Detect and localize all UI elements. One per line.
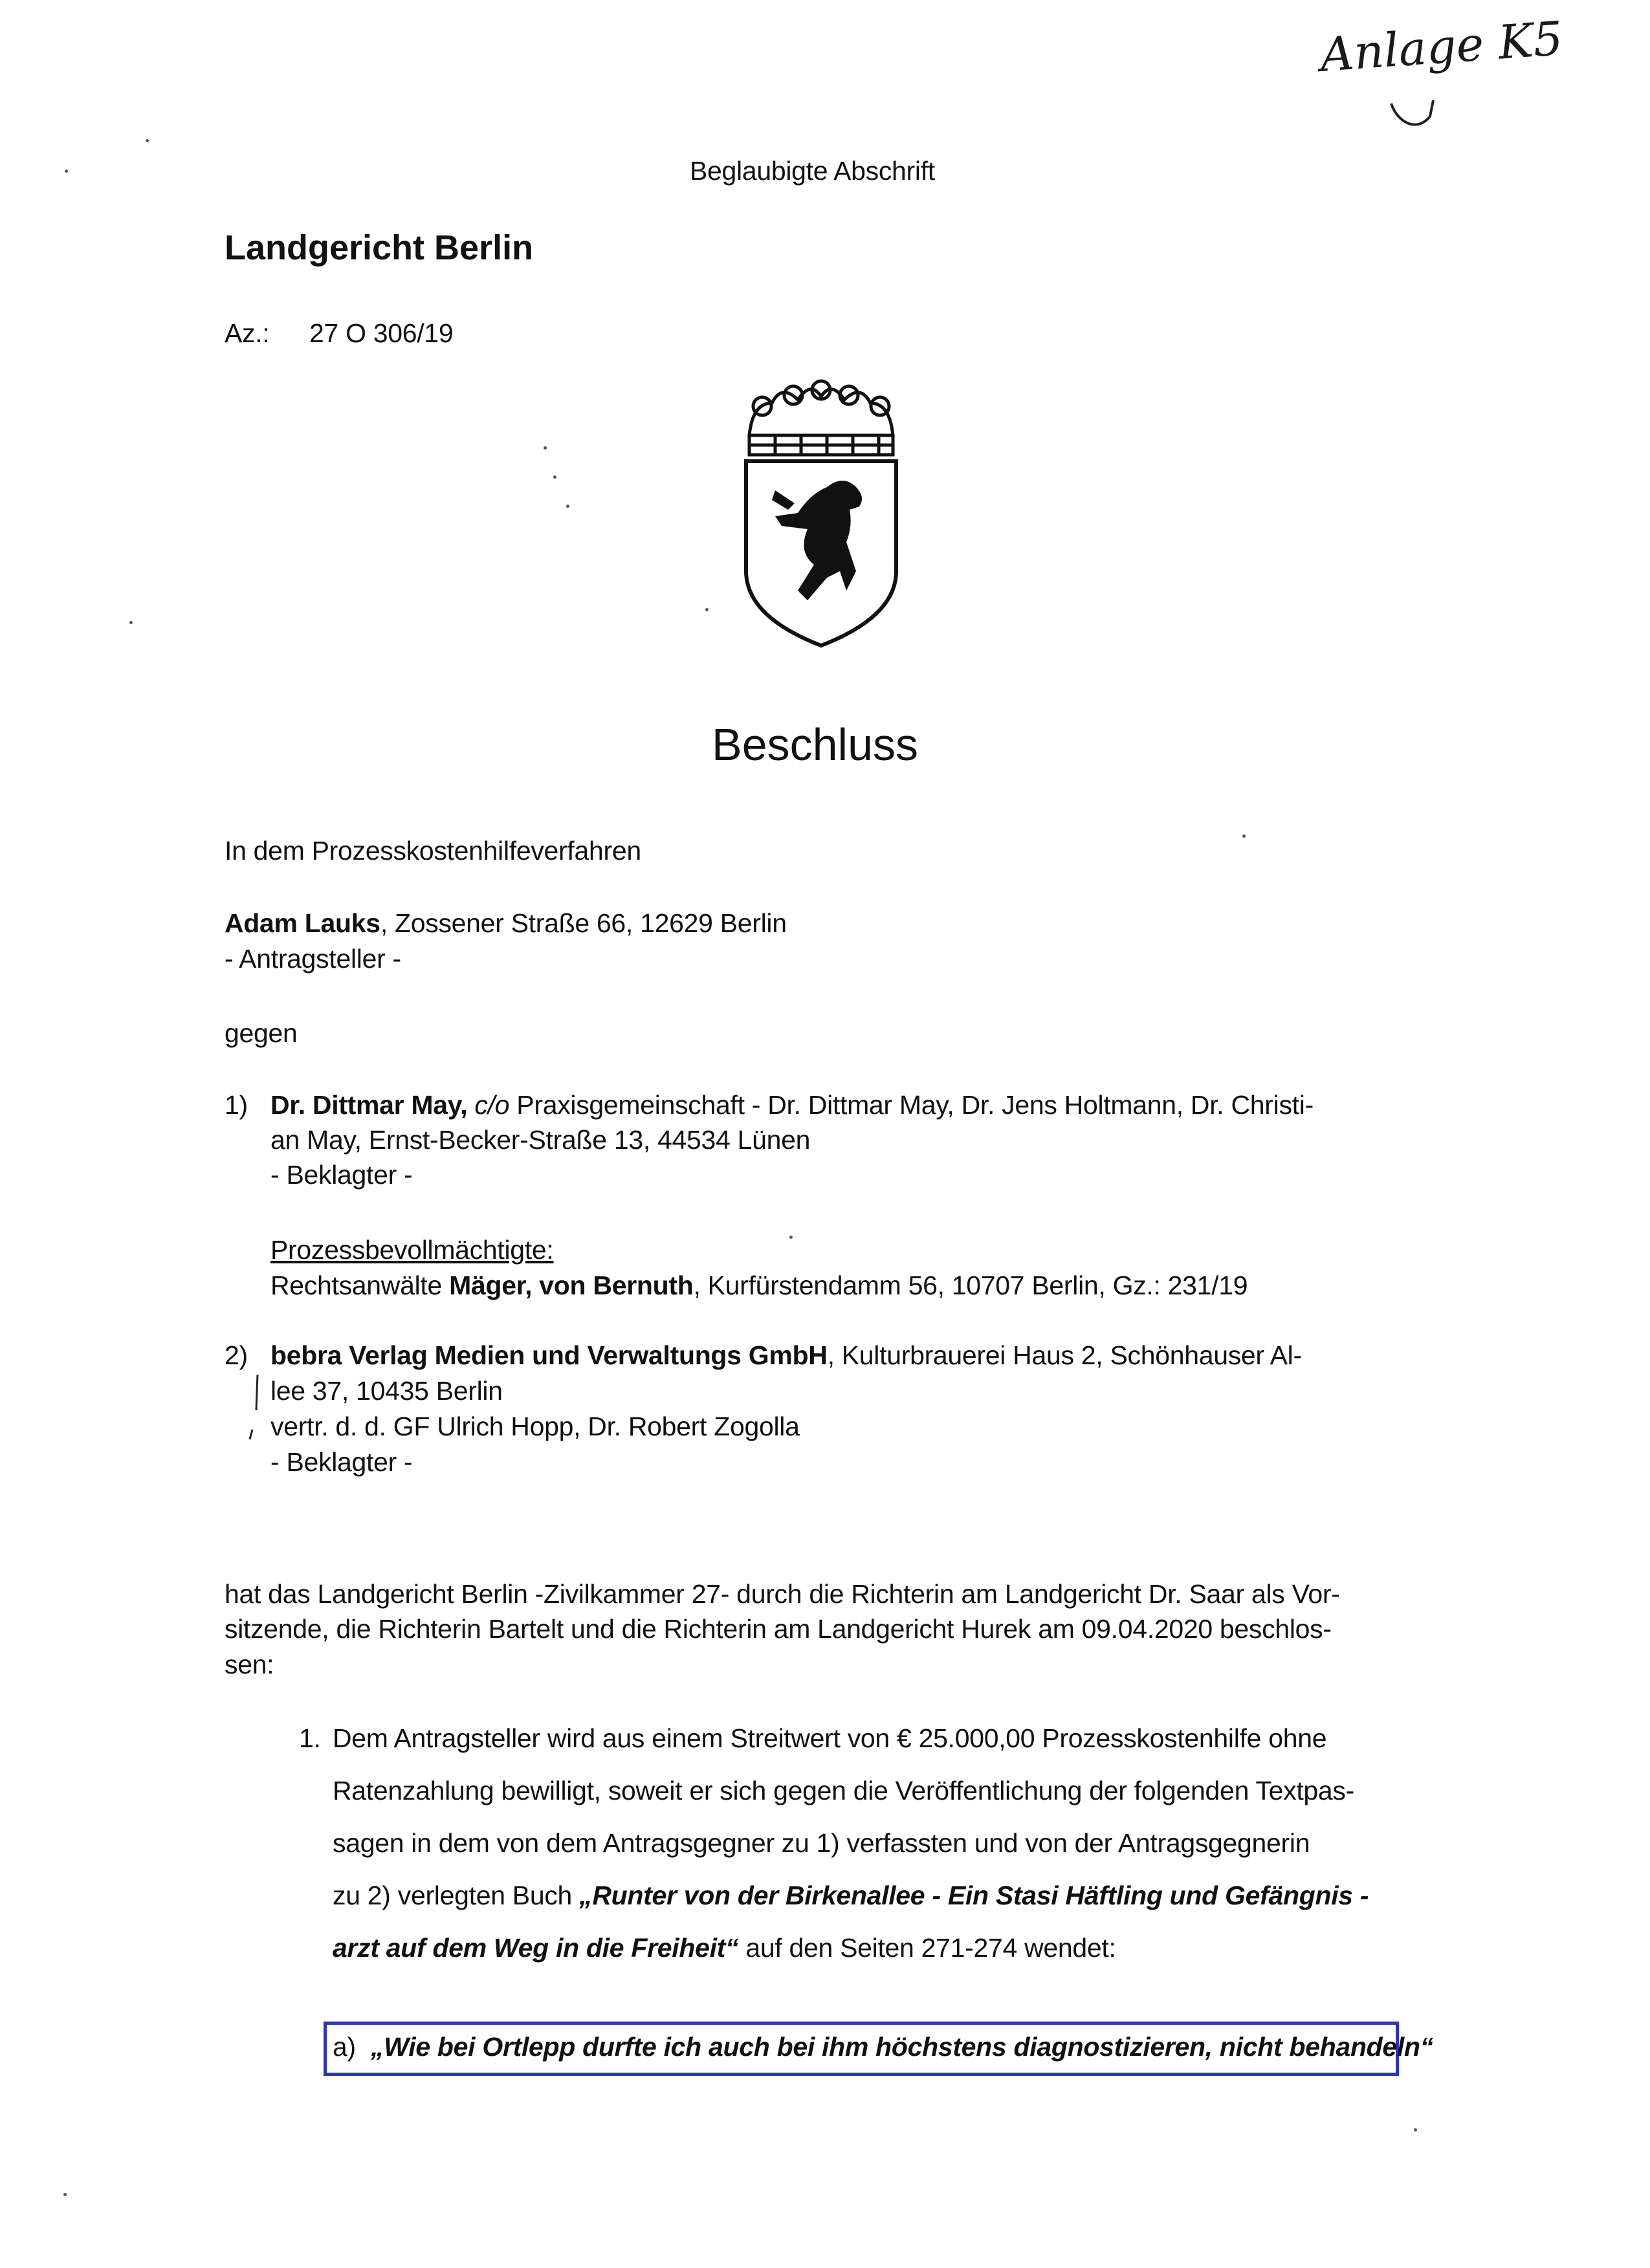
defendant2-line1: [270, 1338, 1302, 1373]
quote-text: „Wie bei Ortlepp durfte ich auch bei ihm höchstens diagnostizieren, nicht behandeln“: [371, 2032, 1433, 2062]
decision-line: sen:: [225, 1650, 274, 1679]
defendant2-number: 2): [225, 1340, 248, 1370]
counsel-label: Prozessbevollmächtigte:: [270, 1235, 554, 1265]
certified-copy-heading: Beglaubigte Abschrift: [690, 156, 935, 186]
book-title-part1: „Runter von der Birkenallee - Ein Stasi Häftling und Gefängnis -: [579, 1881, 1369, 1910]
applicant-role: - Antragsteller -: [225, 944, 401, 974]
applicant-line: [225, 906, 787, 941]
item1-line: [333, 1930, 1116, 1966]
defendant2-representatives: vertr. d. d. GF Ulrich Hopp, Dr. Robert Zogolla: [270, 1412, 800, 1441]
decision-line: sitzende, die Richterin Bartelt und die Richterin am Landgericht Hurek am 09.04.2020 beschlos-: [225, 1614, 1332, 1644]
counsel-line: [270, 1268, 1248, 1303]
document-title: Beschluss: [712, 719, 919, 770]
counsel-prefix: Rechtsanwälte: [270, 1270, 450, 1300]
defendant2-line2: lee 37, 10435 Berlin: [270, 1376, 503, 1406]
applicant-name: Adam Lauks: [225, 908, 380, 938]
scan-speck: [544, 446, 547, 450]
defendant1-address: Praxisgemeinschaft - Dr. Dittmar May, Dr. Jens Holtmann, Dr. Christi-: [509, 1090, 1314, 1120]
defendant1-name: Dr. Dittmar May,: [270, 1090, 468, 1120]
defendant1-role: - Beklagter -: [270, 1160, 413, 1190]
item1-line5-rest: auf den Seiten 271-274 wendet:: [738, 1933, 1116, 1963]
scan-speck: [146, 139, 149, 142]
counsel-names: Mäger, von Bernuth: [449, 1270, 694, 1300]
scan-speck: [65, 169, 68, 173]
item1-line: Ratenzahlung bewilligt, soweit er sich gegen die Veröffentlichung der folgenden Textpas-: [333, 1776, 1354, 1805]
book-title-part2: arzt auf dem Weg in die Freiheit“: [333, 1933, 739, 1963]
against-label: gegen: [225, 1018, 298, 1048]
quote-label: a): [333, 2032, 356, 2062]
item1-line: [333, 1878, 1369, 1914]
scan-speck: [566, 505, 569, 508]
scan-speck: [129, 621, 133, 624]
decision-line: hat das Landgericht Berlin -Zivilkammer 27- durch die Richterin am Landgericht Dr. Saar als Vor-: [225, 1579, 1340, 1609]
defendant1-number: 1): [225, 1090, 248, 1120]
proceedings-intro: In dem Prozesskostenhilfeverfahren: [225, 836, 641, 866]
defendant2-role: - Beklagter -: [270, 1447, 413, 1477]
scan-speck: [705, 608, 709, 611]
handwritten-margin-mark: [246, 1371, 265, 1443]
berlin-bear-coat-of-arms-icon: [736, 377, 906, 649]
defendant1-co: c/o: [467, 1090, 510, 1120]
scan-speck: [789, 1236, 793, 1239]
file-number-label: Az.:: [225, 318, 270, 348]
item1-number: 1.: [299, 1723, 321, 1753]
court-name: Landgericht Berlin: [225, 228, 534, 267]
item1-line: Dem Antragsteller wird aus einem Streitwert von € 25.000,00 Prozesskostenhilfe ohne: [333, 1723, 1327, 1753]
defendant1-line2: an May, Ernst-Becker-Straße 13, 44534 Lünen: [270, 1125, 811, 1155]
defendant2-address: , Kulturbrauerei Haus 2, Schönhauser Al-: [827, 1340, 1302, 1370]
scan-speck: [1414, 2128, 1417, 2132]
scan-speck: [1242, 834, 1246, 838]
scan-speck: [63, 2193, 67, 2196]
counsel-address: , Kurfürstendamm 56, 10707 Berlin, Gz.: 231/19: [693, 1270, 1248, 1300]
handwritten-annotation: Anlage K5: [1318, 11, 1565, 82]
defendant1-line1: [270, 1087, 1314, 1123]
applicant-address: , Zossener Straße 66, 12629 Berlin: [380, 908, 787, 938]
item1-line4-prefix: zu 2) verlegten Buch: [333, 1881, 580, 1910]
handwritten-mark: [1385, 97, 1443, 136]
item1-line: sagen in dem von dem Antragsgegner zu 1) verfassten und von der Antragsgegnerin: [333, 1828, 1310, 1858]
defendant2-name: bebra Verlag Medien und Verwaltungs GmbH: [270, 1340, 828, 1370]
scan-speck: [553, 475, 556, 479]
file-number: 27 O 306/19: [309, 318, 454, 348]
